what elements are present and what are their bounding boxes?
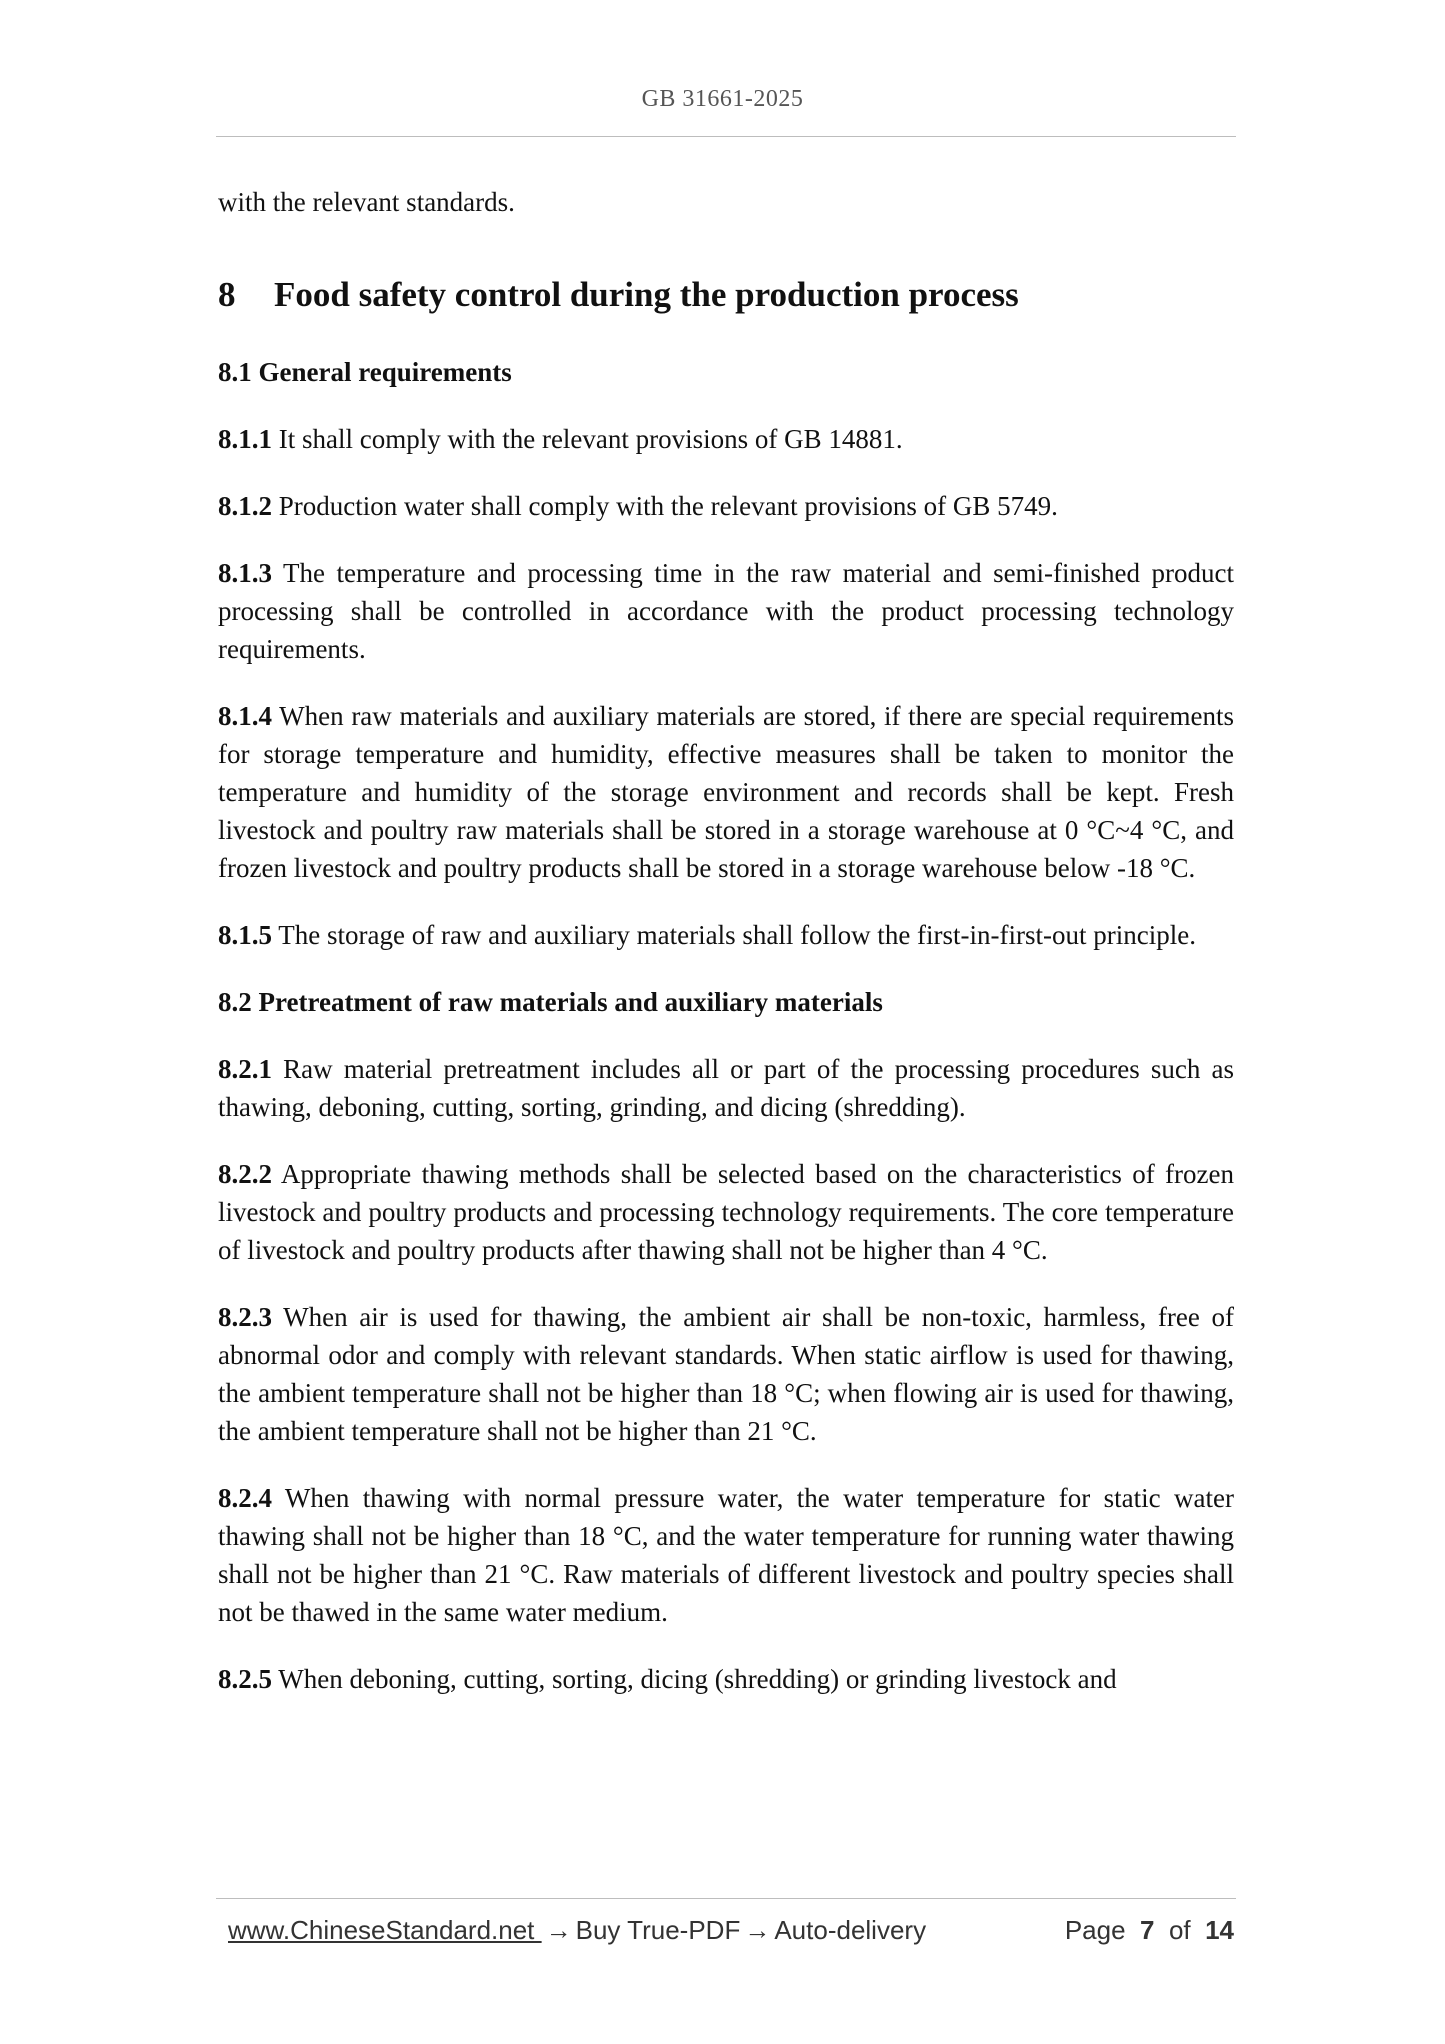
clause-number: 8.2.5 bbox=[218, 1664, 272, 1694]
clause-text: When air is used for thawing, the ambient air shall be non-toxic, harmless, free of abnormal odor and comply with relevant standards. When static airflow is used for thawing, the ambient temperature shall not be higher than 18 °C; when flowing air is used for thawing, the ambient temperature shall not be higher than 21 °C. bbox=[218, 1302, 1234, 1446]
page-current: 7 bbox=[1140, 1915, 1155, 1945]
clause-number: 8.2.1 bbox=[218, 1054, 272, 1084]
header-divider bbox=[216, 136, 1236, 137]
clause-8-2-4 bbox=[218, 1479, 1234, 1631]
page-indicator bbox=[1065, 1908, 1234, 1952]
clause-text: The temperature and processing time in the raw material and semi-finished product processing shall be controlled in accordance with the product processing technology requirements. bbox=[218, 558, 1234, 664]
clause-number: 8.1.3 bbox=[218, 558, 272, 588]
document-body bbox=[218, 183, 1234, 1727]
clause-number: 8.2.4 bbox=[218, 1483, 272, 1513]
section-heading-8-1: 8.1 General requirements bbox=[218, 357, 512, 387]
page-total: 14 bbox=[1205, 1915, 1234, 1945]
clause-text: When deboning, cutting, sorting, dicing (shredding) or grinding livestock and bbox=[272, 1664, 1117, 1694]
clause-text: When raw materials and auxiliary materials are stored, if there are special requirements for storage temperature and humidity, effective measures shall be taken to monitor the temperature and humidity of the storage environment and records shall be kept. Fresh livestock and poultry raw materials shall be stored in a storage warehouse at 0 °C~4 °C, and frozen livestock and poultry products shall be stored in a storage warehouse below -18 °C. bbox=[218, 701, 1234, 883]
site-link[interactable]: www.ChineseStandard.net bbox=[228, 1915, 542, 1945]
clause-text: It shall comply with the relevant provisions of GB 14881. bbox=[272, 424, 903, 454]
auto-delivery-text: Auto-delivery bbox=[774, 1915, 927, 1945]
clause-number: 8.1.2 bbox=[218, 491, 272, 521]
chapter-number: 8 bbox=[218, 275, 236, 314]
clause-text: Production water shall comply with the relevant provisions of GB 5749. bbox=[272, 491, 1058, 521]
clause-8-1-2 bbox=[218, 487, 1234, 525]
clause-number: 8.1.5 bbox=[218, 920, 272, 950]
clause-number: 8.1.1 bbox=[218, 424, 272, 454]
clause-text: Appropriate thawing methods shall be selected based on the characteristics of frozen livestock and poultry products and processing technology requirements. The core temperature of livestock and poultry products after thawing shall not be higher than 4 °C. bbox=[218, 1159, 1234, 1265]
clause-text: The storage of raw and auxiliary materials shall follow the first-in-first-out principle. bbox=[272, 920, 1196, 950]
footer-divider bbox=[216, 1898, 1236, 1899]
clause-8-1-1 bbox=[218, 420, 1234, 458]
page-of: of bbox=[1168, 1915, 1191, 1945]
page-footer bbox=[228, 1908, 1234, 1952]
buy-true-pdf-text: Buy True-PDF bbox=[575, 1915, 741, 1945]
section-heading-8-2: 8.2 Pretreatment of raw materials and auxiliary materials bbox=[218, 987, 883, 1017]
clause-8-2-2 bbox=[218, 1155, 1234, 1269]
arrow-right-icon: → bbox=[744, 1915, 771, 1945]
clause-8-2-1 bbox=[218, 1050, 1234, 1126]
clause-8-2-3 bbox=[218, 1298, 1234, 1450]
clause-8-1-4 bbox=[218, 697, 1234, 887]
chapter-heading bbox=[218, 273, 1234, 317]
arrow-right-icon: → bbox=[545, 1915, 572, 1945]
chapter-title: Food safety control during the production process bbox=[274, 275, 1019, 314]
clause-8-1-5 bbox=[218, 916, 1234, 954]
clause-number: 8.2.2 bbox=[218, 1159, 272, 1189]
clause-number: 8.2.3 bbox=[218, 1302, 272, 1332]
document-code-header: GB 31661-2025 bbox=[641, 86, 804, 112]
clause-text: When thawing with normal pressure water, the water temperature for static water thawing shall not be higher than 18 °C, and the water temperature for running water thawing shall not be higher than 21 °C. Raw materials of different livestock and poultry species shall not be thawed in the same water medium. bbox=[218, 1483, 1234, 1627]
clause-8-1-3 bbox=[218, 554, 1234, 668]
page-label: Page bbox=[1064, 1915, 1126, 1945]
clause-text: Raw material pretreatment includes all or part of the processing procedures such as thawing, deboning, cutting, sorting, grinding, and dicing (shredding). bbox=[218, 1054, 1234, 1122]
clause-number: 8.1.4 bbox=[218, 701, 272, 731]
intro-paragraph: with the relevant standards. bbox=[218, 187, 515, 217]
clause-8-2-5 bbox=[218, 1660, 1234, 1698]
